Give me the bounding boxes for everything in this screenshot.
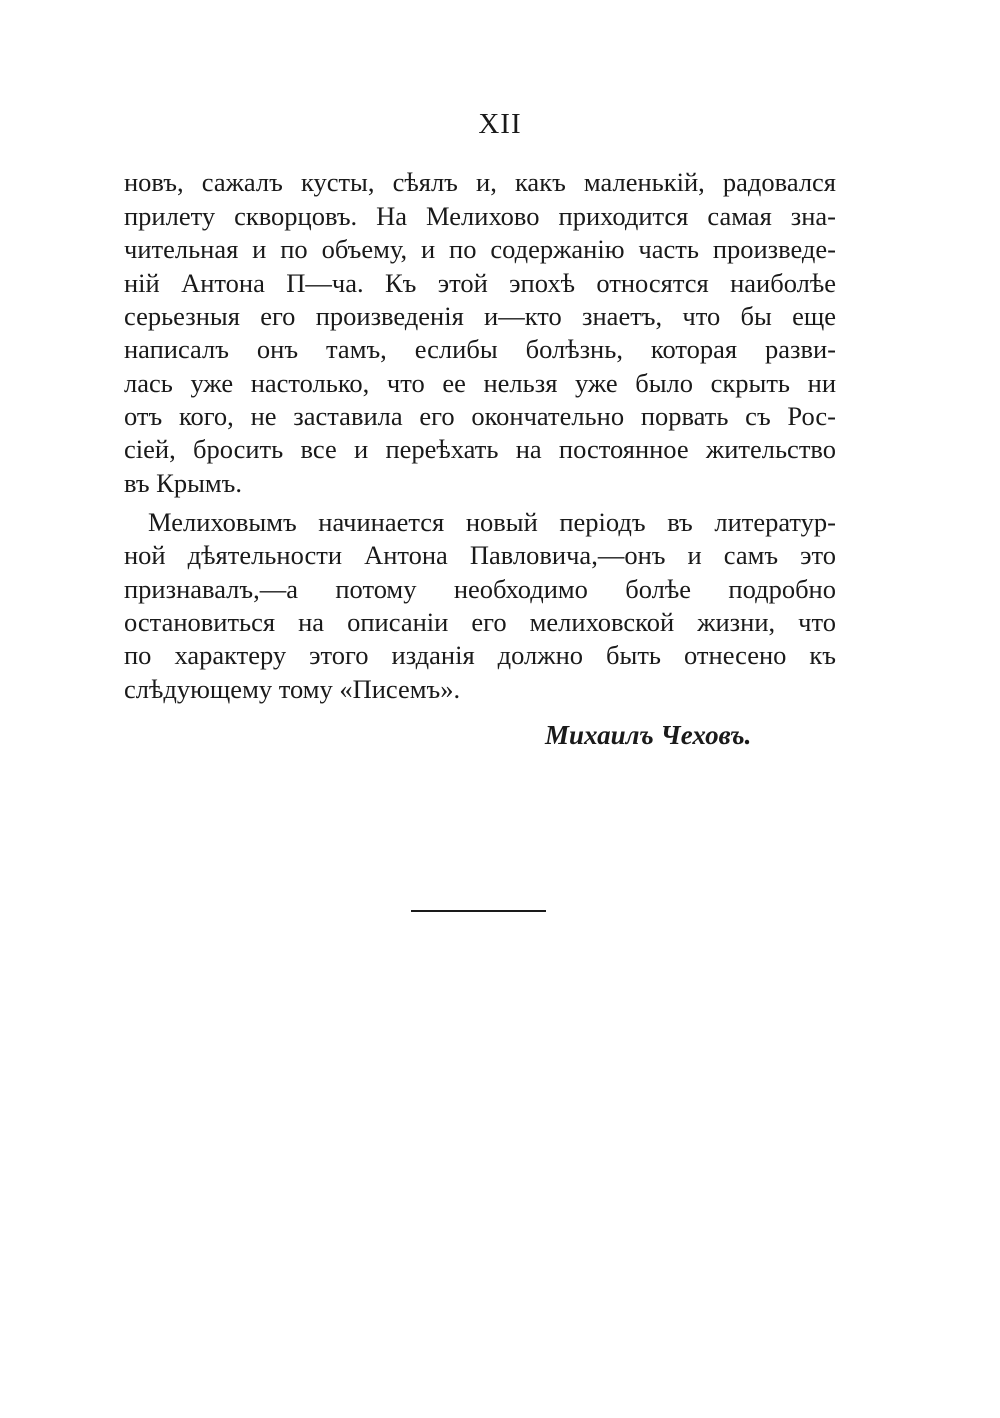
text-line: новъ, сажалъ кусты, сѣялъ и, какъ маленькій, радовался	[124, 167, 836, 197]
text-line: слѣдующему тому «Писемъ».	[124, 674, 461, 704]
text-line: прилету скворцовъ. На Мелихово приходится самая зна-	[124, 201, 836, 231]
text-line: чительная и по объему, и по содержанію часть произведе-	[124, 234, 836, 264]
text-line: серьезныя его произведенія и—кто знаетъ, что бы еще	[124, 301, 836, 331]
section-end-rule	[411, 910, 546, 912]
page-number: XII	[478, 108, 522, 140]
text-line: сіей, бросить все и переѣхать на постоянное жительство	[124, 434, 836, 464]
text-line: Мелиховымъ начинается новый періодъ въ литератур-	[148, 507, 836, 537]
text-line: ній Антона П—ча. Къ этой эпохѣ относятся наиболѣе	[124, 268, 836, 298]
text-line: отъ кого, не заставила его окончательно порвать съ Рос-	[124, 401, 836, 431]
text-line: лась уже настолько, что ее нельзя уже было скрыть ни	[124, 368, 836, 398]
text-line: ной дѣятельности Антона Павловича,—онъ и самъ это	[124, 540, 836, 570]
text-line: признавалъ,—а потому необходимо болѣе подробно	[124, 574, 836, 604]
text-line: написалъ онъ тамъ, еслибы болѣзнь, которая разви-	[124, 334, 836, 364]
text-line: остановиться на описаніи его мелиховской жизни, что	[124, 607, 836, 637]
text-line: въ Крымъ.	[124, 468, 243, 498]
text-line: по характеру этого изданія должно быть отнесено къ	[124, 640, 836, 670]
author-signature: Михаилъ Чеховъ.	[545, 720, 752, 750]
